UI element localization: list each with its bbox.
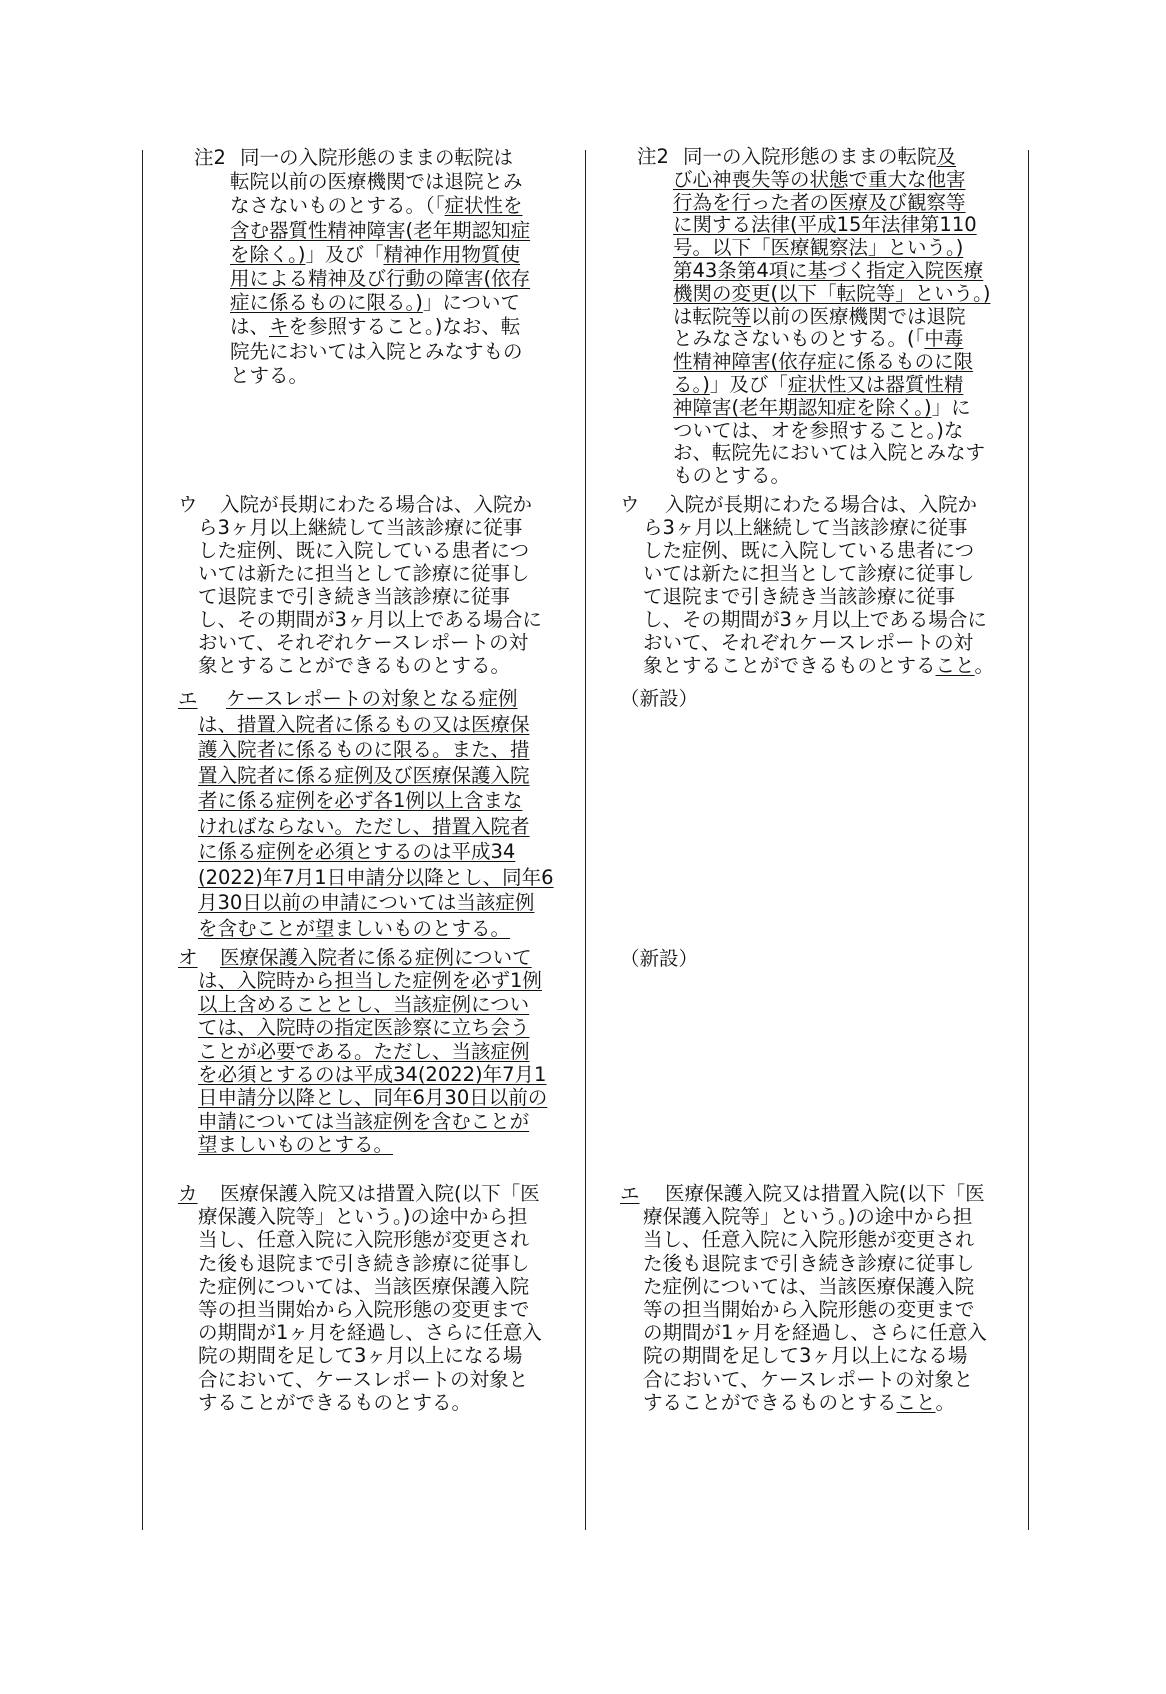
text-segment: 合において、ケースレポートの対象と bbox=[198, 1367, 529, 1391]
text-segment: 」及び「 bbox=[305, 242, 384, 266]
text-line bbox=[0, 1344, 987, 1367]
text-segment: た症例については、当該医療保護入院 bbox=[198, 1274, 530, 1298]
text-line bbox=[0, 946, 698, 972]
text-line bbox=[0, 890, 554, 916]
table-border-right bbox=[1028, 150, 1029, 1530]
text-segment: し、その期間が3ヶ月以上である場合に bbox=[198, 608, 542, 631]
underlined-text: び心神喪失等の状態で重大な他害 bbox=[673, 167, 966, 191]
text-segment: 等の担当開始から入院形態の変更まで bbox=[643, 1297, 975, 1321]
text-line bbox=[0, 1205, 987, 1228]
underlined-text: 日申請分以降とし、同年6月30日以前の bbox=[198, 1086, 548, 1110]
text-segment: 医療保護入院又は措置入院(以下「医 bbox=[220, 1182, 540, 1205]
underlined-text: 及 bbox=[936, 145, 957, 168]
item-label: ウ bbox=[620, 493, 640, 516]
text-segment: いては新たに担当として診療に従事し bbox=[643, 562, 975, 585]
text-segment: は、 bbox=[230, 315, 270, 339]
text-line bbox=[0, 351, 990, 374]
text-segment: おいて、それぞれケースレポートの対 bbox=[198, 631, 529, 654]
underlined-text: ことが必要である。ただし、当該症例 bbox=[198, 1039, 530, 1063]
text-line bbox=[0, 146, 990, 169]
text-segment: した症例、既に入院している患者につ bbox=[198, 539, 530, 562]
text-segment: 。 bbox=[974, 654, 995, 677]
underlined-text: ければならない。ただし、措置入院者 bbox=[198, 814, 530, 838]
text-line bbox=[0, 516, 994, 539]
underlined-text: に係る症例を必須とするのは平成34 bbox=[198, 840, 516, 863]
text-line bbox=[0, 993, 547, 1016]
text-line bbox=[0, 1298, 987, 1321]
text-line bbox=[0, 916, 554, 942]
text-segment: いては新たに担当として診療に従事し bbox=[198, 562, 530, 585]
text-line bbox=[0, 1368, 987, 1391]
underlined-text: を必須とするのは平成34(2022)年7月1 bbox=[198, 1062, 547, 1086]
text-line bbox=[0, 328, 990, 351]
text-line bbox=[0, 1110, 547, 1133]
text-line bbox=[0, 1182, 987, 1205]
text-segment: た後も退院まで引き続き診療に従事し bbox=[643, 1251, 975, 1275]
text-segment: 象とすることができるものとする。 bbox=[198, 654, 511, 677]
underlined-text: 申請については当該症例を含むことが bbox=[198, 1109, 530, 1133]
underlined-text: こと bbox=[935, 654, 975, 677]
text-segment: （新設） bbox=[620, 687, 699, 710]
underlined-text: 医療保護入院者に係る症例について bbox=[220, 946, 532, 969]
text-line bbox=[0, 283, 990, 306]
underlined-text: 望ましいものとする。 bbox=[198, 1133, 394, 1157]
underlined-text: こと bbox=[896, 1390, 936, 1414]
text-segment: 療保護入院等」という。)の途中から担 bbox=[643, 1205, 973, 1229]
text-line bbox=[0, 1040, 547, 1063]
item-label: 注2 bbox=[637, 145, 669, 168]
left-column-item-e bbox=[0, 686, 554, 941]
text-segment: 同一の入院形態のままの転院は bbox=[240, 146, 514, 169]
right-column-item-e bbox=[0, 1182, 987, 1414]
text-line bbox=[0, 654, 994, 677]
text-line bbox=[0, 608, 994, 631]
text-segment: した症例、既に入院している患者につ bbox=[643, 539, 975, 562]
text-line bbox=[0, 1275, 987, 1298]
text-line bbox=[0, 1321, 987, 1344]
text-line bbox=[0, 763, 554, 789]
text-segment: お、転院先においては入院とみなす bbox=[673, 441, 986, 465]
underlined-text: 第43条第4項に基づく指定入院医療 bbox=[673, 258, 984, 282]
text-segment: て退院まで引き続き当該診療に従事 bbox=[198, 585, 511, 608]
underlined-text: 用による精神及び行動の障害(依存 bbox=[230, 266, 531, 290]
text-segment: （新設） bbox=[620, 947, 699, 970]
text-segment: 」及び「 bbox=[709, 372, 788, 396]
text-line bbox=[0, 237, 990, 260]
underlined-text: 症状性を bbox=[444, 194, 523, 218]
underlined-text: 置入院者に係る症例及び医療保護入院 bbox=[198, 763, 530, 787]
text-segment: ら3ヶ月以上継続して当該診療に従事 bbox=[198, 516, 523, 539]
text-segment: 当し、任意入院に入院形態が変更され bbox=[198, 1228, 530, 1252]
text-line bbox=[0, 374, 990, 397]
text-line bbox=[0, 539, 994, 562]
underlined-text: 症状性又は器質性精 bbox=[787, 372, 964, 396]
underlined-text: 行為を行った者の医療及び観察等 bbox=[673, 190, 966, 214]
text-line bbox=[0, 865, 554, 891]
text-line bbox=[0, 1086, 547, 1109]
text-segment: 療保護入院等」という。)の途中から担 bbox=[198, 1205, 528, 1229]
underlined-text: は、入院時から担当した症例を必ず1例 bbox=[198, 969, 542, 993]
text-segment: た後も退院まで引き続き診療に従事し bbox=[198, 1251, 530, 1275]
text-segment: なさないものとする。（「 bbox=[230, 194, 445, 218]
text-line bbox=[0, 1016, 547, 1039]
text-line bbox=[0, 969, 547, 992]
text-segment: 医療保護入院又は措置入院(以下「医 bbox=[665, 1182, 985, 1205]
underlined-text: ては、入院時の指定医診察に立ち会う bbox=[198, 1016, 530, 1040]
text-line bbox=[0, 190, 990, 218]
text-segment: 」に bbox=[931, 395, 971, 419]
text-line bbox=[0, 442, 990, 465]
text-line bbox=[0, 1252, 987, 1275]
item-label: ウ bbox=[178, 493, 198, 516]
item-label: オ bbox=[178, 946, 198, 969]
text-line bbox=[0, 631, 994, 654]
text-line bbox=[0, 839, 554, 865]
text-segment: 院の期間を足して3ヶ月以上になる場 bbox=[643, 1344, 968, 1368]
text-line bbox=[0, 1133, 547, 1156]
text-segment: 。 bbox=[935, 1390, 956, 1414]
text-segment: 以前の医療機関では退院 bbox=[751, 304, 966, 328]
text-line bbox=[0, 420, 990, 443]
text-segment: 転院以前の医療機関では退院とみ bbox=[230, 170, 523, 194]
underlined-text: 性精神障害(依存症に係るものに限 bbox=[673, 350, 974, 374]
text-segment: 等の担当開始から入院形態の変更まで bbox=[198, 1297, 530, 1321]
underlined-text: 神障害(老年期認知症を除く。) bbox=[673, 395, 932, 419]
text-line bbox=[0, 397, 990, 420]
text-segment: し、その期間が3ヶ月以上である場合に bbox=[643, 608, 987, 631]
text-segment: を参照すること。)なお、転 bbox=[288, 315, 521, 339]
text-line bbox=[0, 1063, 547, 1086]
underlined-text: 機関の変更(以下「転院等」という。) bbox=[673, 281, 991, 305]
item-label: カ bbox=[178, 1182, 198, 1205]
text-line bbox=[0, 562, 994, 585]
text-segment: 象とすることができるものとする bbox=[643, 654, 936, 677]
underlined-text: に関する法律(平成15年法律第110 bbox=[673, 213, 977, 237]
text-segment: 」について bbox=[422, 291, 520, 315]
text-segment: することができるものとする。 bbox=[198, 1390, 472, 1414]
underlined-text: 以上含めることとし、当該症例につい bbox=[198, 992, 530, 1016]
text-segment: とみなさないものとする。(「 bbox=[673, 327, 925, 351]
right-column-item-new1 bbox=[0, 686, 698, 712]
text-segment: ついては、オを参照すること。)な bbox=[673, 418, 964, 442]
right-column-item-note2 bbox=[0, 146, 990, 488]
text-segment: 院先においては入院とみなすもの bbox=[230, 339, 523, 363]
text-line bbox=[0, 169, 990, 192]
text-segment: 当し、任意入院に入院形態が変更され bbox=[643, 1228, 975, 1252]
text-line bbox=[0, 493, 994, 516]
underlined-text: 含む器質性精神障害(老年期認知症 bbox=[230, 218, 531, 242]
underlined-text: 等 bbox=[731, 304, 752, 328]
underlined-text: を含むことが望ましいものとする。 bbox=[198, 916, 511, 940]
right-column-item-u bbox=[0, 493, 994, 677]
underlined-text: 護入院者に係るものに限る。また、措 bbox=[198, 738, 530, 761]
text-segment: の期間が1ヶ月を経過し、さらに任意入 bbox=[198, 1321, 542, 1345]
text-line bbox=[0, 1391, 987, 1414]
text-line bbox=[0, 686, 698, 712]
text-segment: することができるものとする bbox=[643, 1390, 897, 1414]
underlined-text: 月30日以前の申請については当該症例 bbox=[198, 891, 535, 914]
text-segment: の期間が1ヶ月を経過し、さらに任意入 bbox=[643, 1321, 987, 1345]
text-segment: ものとする。 bbox=[673, 464, 791, 488]
text-line bbox=[0, 814, 554, 840]
right-column-item-new2 bbox=[0, 946, 698, 972]
text-line bbox=[0, 788, 554, 814]
text-line bbox=[0, 260, 990, 283]
underlined-text: 中毒 bbox=[924, 327, 964, 351]
text-line bbox=[0, 214, 990, 237]
item-label: 注2 bbox=[194, 146, 226, 169]
text-segment: 入院が長期にわたる場合は、入院か bbox=[220, 493, 533, 516]
underlined-text: は、措置入院者に係るもの又は医療保 bbox=[198, 712, 530, 736]
text-segment: て退院まで引き続き当該診療に従事 bbox=[643, 585, 956, 608]
text-line bbox=[0, 465, 990, 488]
text-segment: 院の期間を足して3ヶ月以上になる場 bbox=[198, 1344, 523, 1368]
text-segment: た症例については、当該医療保護入院 bbox=[643, 1274, 975, 1298]
underlined-text: る。) bbox=[673, 372, 710, 396]
underlined-text: ケースレポートの対象となる症例 bbox=[226, 687, 518, 710]
item-label: エ bbox=[620, 1182, 640, 1205]
underlined-text: (2022)年7月1日申請分以降とし、同年6 bbox=[198, 865, 554, 889]
text-segment: 合において、ケースレポートの対象と bbox=[643, 1367, 974, 1391]
text-line bbox=[0, 1228, 987, 1251]
left-column-item-o bbox=[0, 946, 547, 1157]
underlined-text: を除く。) bbox=[230, 242, 306, 266]
text-line bbox=[0, 712, 554, 738]
text-segment: 同一の入院形態のままの転院 bbox=[683, 145, 937, 168]
underlined-text: 号。以下「医療観察法」という。) bbox=[673, 236, 964, 260]
text-line bbox=[0, 737, 554, 763]
text-segment: とする。 bbox=[230, 363, 309, 387]
text-segment: ら3ヶ月以上継続して当該診療に従事 bbox=[643, 516, 968, 539]
item-label: エ bbox=[178, 687, 198, 710]
text-segment: は転院 bbox=[673, 304, 732, 328]
underlined-text: 症に係るものに限る。) bbox=[230, 291, 423, 315]
underlined-text: 者に係る症例を必ず各1例以上含まな bbox=[198, 789, 523, 812]
underlined-text: 精神作用物質使 bbox=[383, 242, 520, 266]
underlined-text: キ bbox=[269, 315, 289, 339]
text-line bbox=[0, 306, 990, 329]
text-line bbox=[0, 585, 994, 608]
text-segment: 入院が長期にわたる場合は、入院か bbox=[665, 493, 978, 516]
text-segment: おいて、それぞれケースレポートの対 bbox=[643, 631, 974, 654]
